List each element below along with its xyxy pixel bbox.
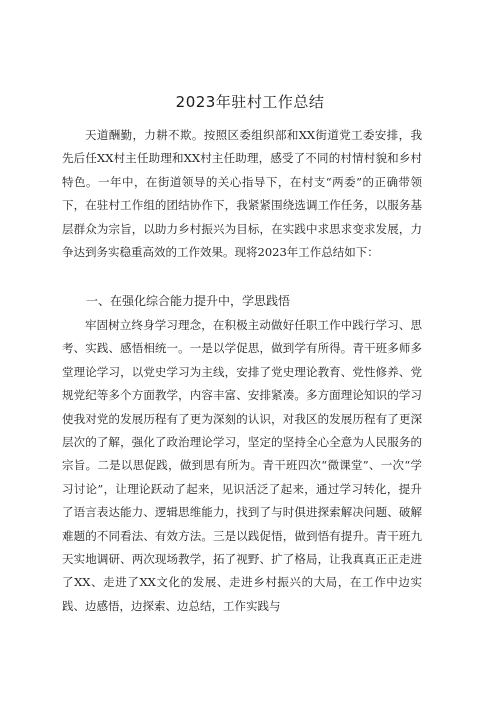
intro-paragraph: 天道酬勤，力耕不欺。按照区委组织部和XX街道党工委安排，我先后任XX村主任助理和XX村主任助理，感受了不同的村情村貌和乡村特色。一年中，在街道领导的关心指导下，在村支“两委”的正确带领下，在驻村工作组的团结协作下，我紧紧围绕选调工作任务，以服务基层群众为宗旨，以助力乡村振兴为目标，在实践中求思求变求发展，力争达到务实稳重高效的工作效果。现将2023年工作总结如下： [62, 128, 422, 260]
intro-paragraph-block [62, 124, 422, 264]
document-title: 2023年驻村工作总结 [175, 93, 325, 111]
section-1-paragraph-block [62, 314, 422, 618]
section-1-heading: 一、在强化综合能力提升中，学思践悟 [86, 294, 291, 308]
section-1-paragraph: 牢固树立终身学习理念，在积极主动做好任职工作中践行学习、思考、实践、感悟相统一。一是以学促思，做到学有所得。青干班多师多堂理论学习，以党史学习为主线，安排了党史理论教育、党性修养、党规党纪等多个方面教学，内容丰富、安排紧凑。多方面理论知识的学习使我对党的发展历程有了更为深刻的认识，对我区的发展历程有了更深层次的了解，强化了政治理论学习，坚定的坚持全心全意为人民服务的宗旨。二是以思促践，做到思有所为。青干班四次“微课堂”、一次“学习讨论”，让理论跃动了起来，见识活泛了起来，通过学习转化，提升了语言表达能力、逻辑思维能力，找到了与时俱进探索解决问题、破解难题的不同看法、有效方法。三是以践促悟，做到悟有提升。青干班九天实地调研、两次现场教学，拓了视野、扩了格局，让我真真正正走进了XX、走进了XX文化的发展、走进乡村振兴的大局，在工作中边实践、边感悟，边探索、边总结，工作实践与 [62, 318, 422, 613]
